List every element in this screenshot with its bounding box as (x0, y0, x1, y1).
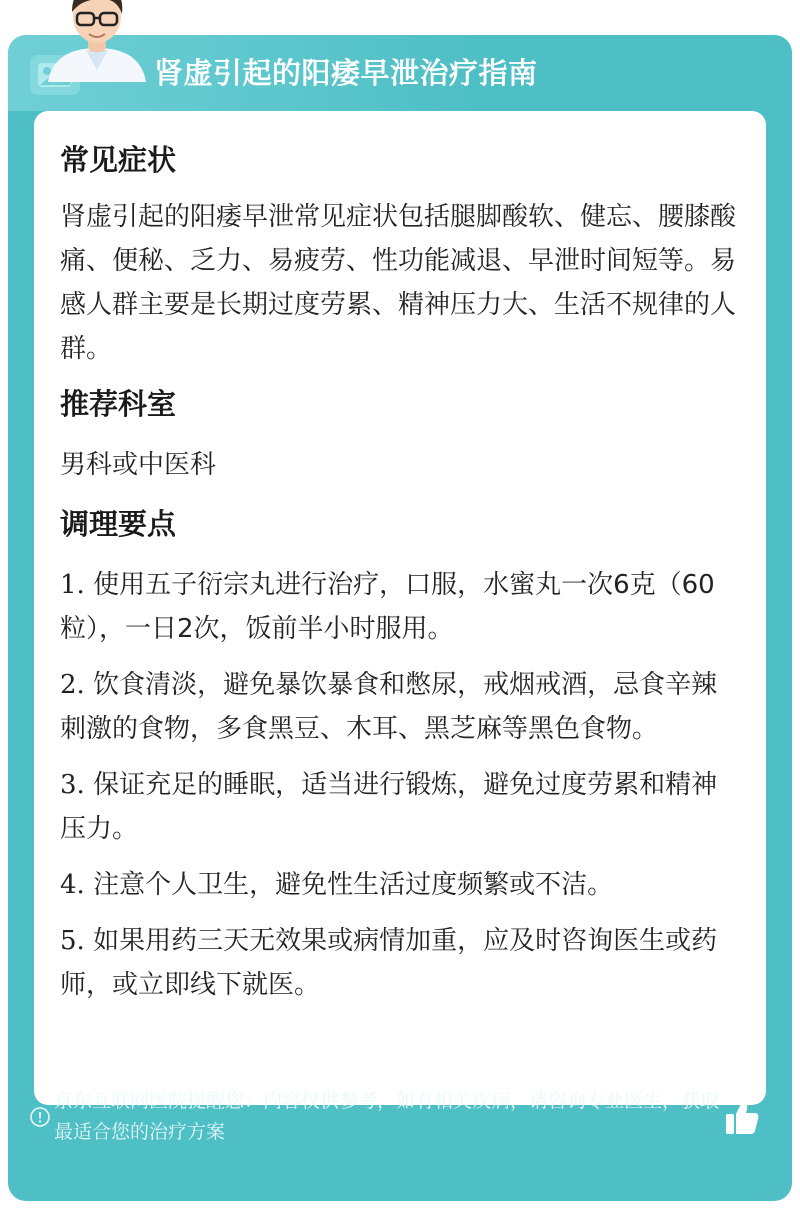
care-item-number: 2. (60, 670, 85, 700)
care-item (60, 663, 740, 751)
care-item-number: 4. (60, 870, 85, 900)
care-item-text: 注意个人卫生，避免性生活过度频繁或不洁。 (93, 870, 614, 900)
info-icon (29, 1106, 51, 1132)
care-item (60, 763, 740, 851)
guide-card (8, 35, 792, 1201)
care-item-number: 5. (60, 926, 85, 956)
care-item (60, 863, 740, 907)
doctor-avatar-icon (42, 0, 152, 86)
care-item-number: 1. (60, 570, 85, 600)
care-item-text: 使用五子衍宗丸进行治疗，口服，水蜜丸一次6克（60粒），一日2次，饭前半小时服用。 (60, 570, 715, 644)
care-heading: 调理要点 (60, 507, 177, 541)
department-text: 男科或中医科 (60, 450, 217, 480)
thumbs-up-icon[interactable] (718, 1094, 764, 1144)
care-item-number: 3. (60, 770, 85, 800)
care-item-text: 保证充足的睡眠，适当进行锻炼，避免过度劳累和精神压力。 (60, 770, 718, 844)
symptoms-text: 肾虚引起的阳痿早泄常见症状包括腿脚酸软、健忘、腰膝酸痛、便秘、乏力、易疲劳、性功能减退、早泄时间短等。易感人群主要是长期过度劳累、精神压力大、生活不规律的人群。 (60, 202, 737, 364)
symptoms-heading: 常见症状 (60, 143, 177, 177)
page-title: 肾虚引起的阳痿早泄治疗指南 (154, 56, 538, 90)
care-item-text: 饮食清淡，避免暴饮暴食和憋尿，戒烟戒酒，忌食辛辣刺激的食物，多食黑豆、木耳、黑芝麻等黑色食物。 (60, 670, 718, 744)
care-item (60, 563, 740, 651)
disclaimer-text: 京东互联网医院提醒您：内容仅供参考，如有相关疾病，请咨询专业医生，获取最适合您的治疗方案 (54, 1090, 720, 1143)
care-item (60, 919, 740, 1007)
content-panel (34, 111, 766, 1105)
department-heading: 推荐科室 (60, 387, 177, 421)
care-item-text: 如果用药三天无效果或病情加重，应及时咨询医生或药师，或立即线下就医。 (60, 926, 718, 1000)
